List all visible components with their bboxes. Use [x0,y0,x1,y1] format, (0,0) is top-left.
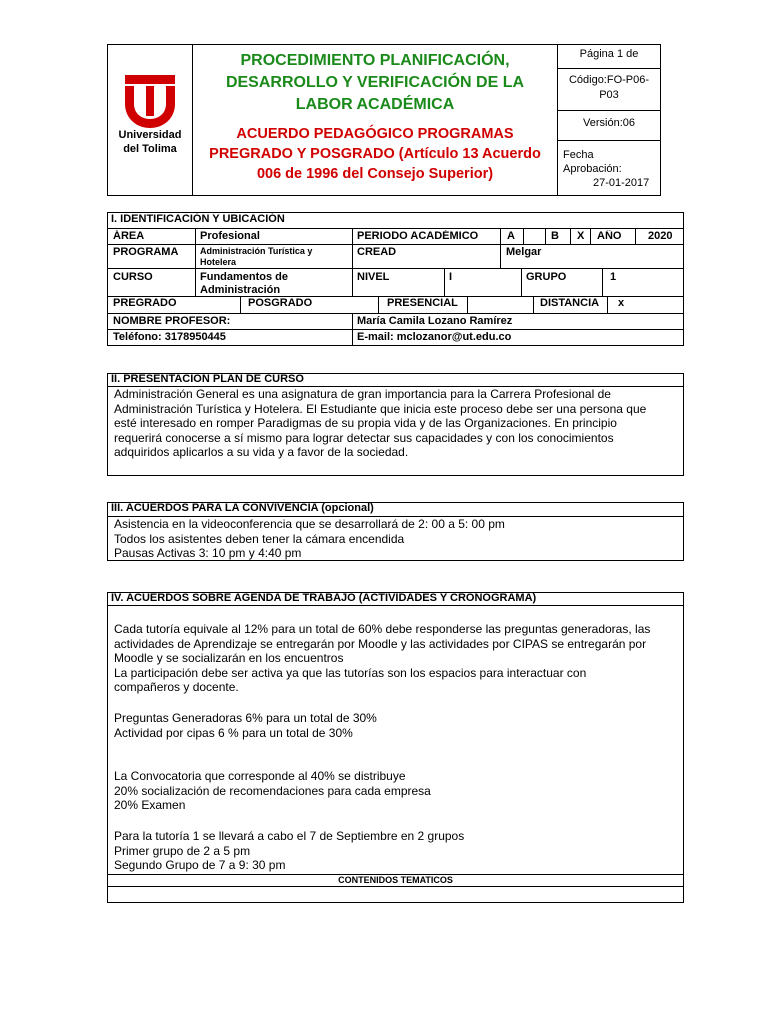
periodo-b: B [551,230,559,242]
university-logo [110,70,190,160]
section4-para3: La Convocatoria que corresponde al 40% se distribuye 20% socialización de recomendaciones para cada empresa 20% Examen [114,769,431,812]
nivel-value: I [449,271,453,283]
section2-title: II. PRESENTACIÓN PLAN DE CURSO [111,373,304,385]
curso-value: Fundamentos de Administración [200,271,289,296]
document-subtitle: ACUERDO PEDAGÓGICO PROGRAMAS PREGRADO Y POSGRADO (Artículo 13 Acuerdo 006 de 1996 del Consejo Superior) [209,126,541,182]
contenidos-tematicos-heading: CONTENIDOS TEMATICOS [338,875,453,885]
periodo-x: X [577,230,585,242]
presencial-label: PRESENCIAL [387,297,458,309]
section4-para4: Para la tutoría 1 se llevará a cabo el 7 de Septiembre en 2 grupos Primer grupo de 2 a 5 pm Segundo Grupo de 7 a 9: 30 pm [114,829,465,872]
cread-label: CREAD [357,246,397,258]
section3-title: III. ACUERDOS PARA LA CONVIVENCIA (opcional) [111,502,374,514]
programa-label: PROGRAMA [113,246,179,258]
email: E-mail: mclozanor@ut.edu.co [357,331,512,343]
grupo-label: GRUPO [526,271,567,283]
document-code: Código:FO-P06- P03 [568,74,650,101]
distancia-value: x [618,297,625,309]
distancia-label: DISTANCIA [540,297,600,309]
document-title: PROCEDIMIENTO PLANIFICACIÓN, DESARROLLO Y VERIFICACIÓN DE LA LABOR ACADÉMICA [225,52,525,113]
university-name-line2: del Tolima [123,143,177,155]
anio-label: AÑO [597,230,622,242]
posgrado-label: POSGRADO [248,297,313,309]
pregrado-label: PREGRADO [113,297,177,309]
section4-title: IV. ACUERDOS SOBRE AGENDA DE TRABAJO (ACTIVIDADES Y CRONOGRAMA) [111,592,537,604]
profesor-value: María Camila Lozano Ramírez [357,315,513,327]
document-version: Versión:06 [583,117,635,129]
page-number: Página 1 de [579,48,639,60]
area-value: Profesional [200,230,260,242]
section4-para2: Preguntas Generadoras 6% para un total de 30% Actividad por cipas 6 % para un total de 30% [114,711,377,740]
approval-date: Fecha Aprobación: 27-01-2017 [563,149,650,189]
area-label: ÁREA [113,230,145,242]
university-logo-mark [110,70,190,130]
telefono: Teléfono: 3178950445 [113,331,226,343]
anio-value: 2020 [648,230,673,242]
section2-body: Administración General es una asignatura de gran importancia para la Carrera Profesional de Administración Turística y Hotelera. El Estudiante que inicia este proceso debe ser una persona que esté interesado en romper Paradigmas de su propia vida y de las Organizaciones. En principio requerirá conocerse a sí mismo para lograr detectar sus capacidades y con los conocimientos adquiridos aplicarlos a su vida y a favor de la sociedad. [114,387,647,459]
section3-body: Asistencia en la videoconferencia que se desarrollará de 2: 00 a 5: 00 pm Todos los asistentes deben tener la cámara encendida Pausas Activas 3: 10 pm y 4:40 pm [114,517,505,560]
programa-value: Administración Turística y Hotelera [200,246,313,267]
grupo-value: 1 [610,271,617,283]
nivel-label: NIVEL [357,271,390,283]
periodo-a: A [507,230,515,242]
periodo-label: PERIODO ACADÉMICO [357,230,479,242]
curso-label: CURSO [113,271,153,283]
profesor-label: NOMBRE PROFESOR: [113,315,231,327]
cread-value: Melgar [506,246,542,258]
section4-para1: Cada tutoría equivale al 12% para un total de 60% debe responderse las preguntas generadoras, las actividades de Aprendizaje se entregarán por Moodle y las actividades por CIPAS se entregarán por Moodle y se socializarán en los encuentros La participación debe ser activa ya que las tutorías son los espacios para interactuar con compañeros y docente. [114,622,651,694]
section1-title: I. IDENTIFICACIÓN Y UBICACIÓN [111,213,285,225]
university-name-line1: Universidad [118,129,182,141]
